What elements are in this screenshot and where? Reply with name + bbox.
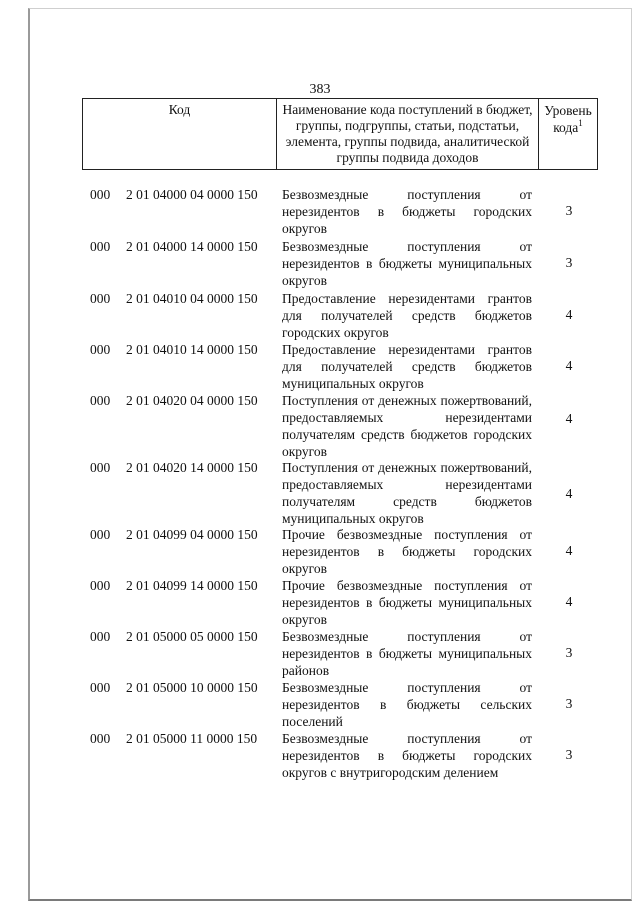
row-revenue-code: 2 01 04000 14 0000 150 [126, 239, 258, 254]
header-level-footnote: 1 [578, 118, 583, 128]
row-name: Прочие безвозмездные поступления от нерезидентов в бюджеты муниципальных округов [282, 578, 532, 627]
row-revenue-code: 2 01 05000 10 0000 150 [126, 680, 258, 695]
row-revenue-code: 2 01 05000 05 0000 150 [126, 629, 258, 644]
row-name: Безвозмездные поступления от нерезидентов в бюджеты городских округов [282, 187, 532, 236]
row-name: Предоставление нерезидентами грантов для получателей средств бюджетов муниципальных округов [282, 342, 532, 391]
row-revenue-code: 2 01 04099 04 0000 150 [126, 527, 258, 542]
row-level: 4 [565, 486, 573, 501]
header-name: Наименование кода поступлений в бюджет, группы, подгруппы, статьи, подстатьи, элемента, группы подвида, аналитической группы подвида доходов [277, 99, 539, 169]
row-level: 3 [565, 696, 573, 711]
row-revenue-code: 2 01 04010 04 0000 150 [126, 291, 258, 306]
page-number: 383 [309, 82, 331, 97]
row-level: 4 [565, 307, 573, 322]
row-admin-code: 000 [90, 680, 111, 695]
row-level: 3 [565, 203, 573, 218]
row-level: 3 [565, 255, 573, 270]
row-name: Поступления от денежных пожертвований, предоставляемых нерезидентами получателям средств бюджетов муниципальных округов [282, 460, 532, 526]
row-revenue-code: 2 01 04020 04 0000 150 [126, 393, 258, 408]
row-level: 4 [565, 411, 573, 426]
row-admin-code: 000 [90, 187, 111, 202]
row-level: 3 [565, 645, 573, 660]
row-name: Безвозмездные поступления от нерезидентов в бюджеты городских округов с внутригородским делением [282, 731, 532, 780]
row-revenue-code: 2 01 05000 11 0000 150 [126, 731, 258, 746]
row-name: Безвозмездные поступления от нерезидентов в бюджеты муниципальных округов [282, 239, 532, 288]
row-level: 4 [565, 358, 573, 373]
row-admin-code: 000 [90, 527, 111, 542]
row-level: 4 [565, 543, 573, 558]
table-header [82, 98, 598, 170]
row-revenue-code: 2 01 04010 14 0000 150 [126, 342, 258, 357]
row-admin-code: 000 [90, 239, 111, 254]
row-revenue-code: 2 01 04020 14 0000 150 [126, 460, 258, 475]
row-revenue-code: 2 01 04000 04 0000 150 [126, 187, 258, 202]
row-name: Безвозмездные поступления от нерезидентов в бюджеты сельских поселений [282, 680, 532, 729]
row-admin-code: 000 [90, 291, 111, 306]
row-name: Прочие безвозмездные поступления от нерезидентов в бюджеты городских округов [282, 527, 532, 576]
row-admin-code: 000 [90, 629, 111, 644]
row-name: Безвозмездные поступления от нерезидентов в бюджеты муниципальных районов [282, 629, 532, 678]
row-admin-code: 000 [90, 578, 111, 593]
row-revenue-code: 2 01 04099 14 0000 150 [126, 578, 258, 593]
row-level: 3 [565, 747, 573, 762]
header-level [539, 99, 597, 169]
header-code: Код [83, 99, 277, 169]
row-admin-code: 000 [90, 731, 111, 746]
header-level-label: Уровень кода [544, 103, 592, 135]
row-admin-code: 000 [90, 393, 111, 408]
row-name: Поступления от денежных пожертвований, предоставляемых нерезидентами получателям средств бюджетов городских округов [282, 393, 532, 459]
row-level: 4 [565, 594, 573, 609]
row-name: Предоставление нерезидентами грантов для получателей средств бюджетов городских округов [282, 291, 532, 340]
row-admin-code: 000 [90, 460, 111, 475]
row-admin-code: 000 [90, 342, 111, 357]
